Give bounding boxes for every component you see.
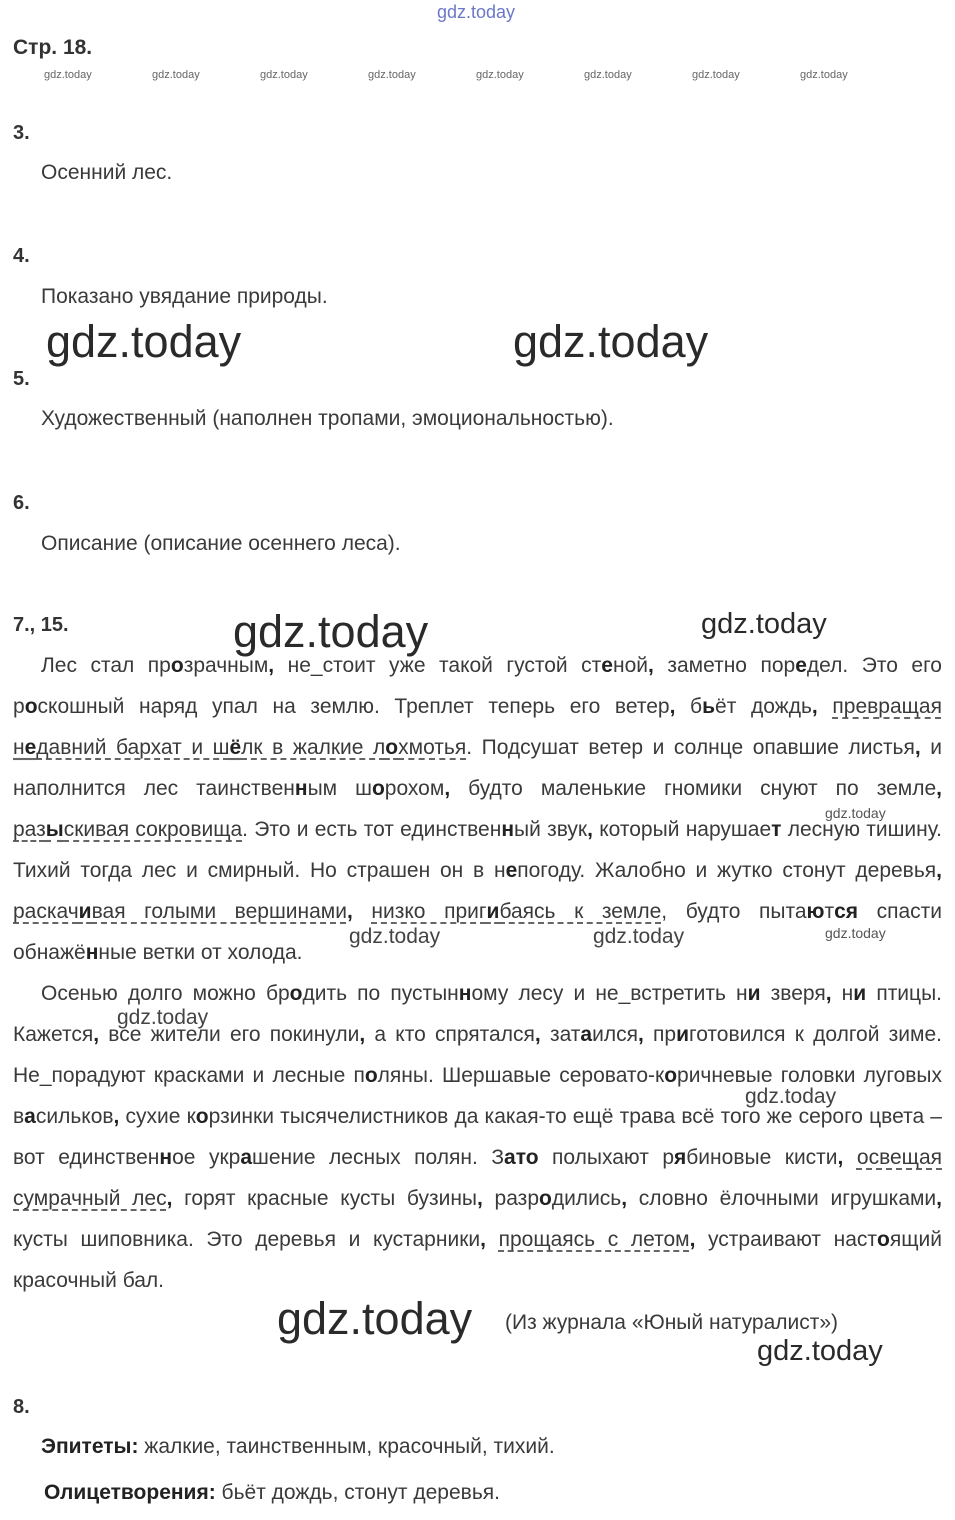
epithets-line bbox=[41, 1435, 555, 1459]
watermark-small: gdz.today bbox=[152, 69, 200, 81]
task-answer: Показано увядание природы. bbox=[41, 285, 328, 308]
personification-value: бьёт дождь, стонут деревья. bbox=[215, 1481, 500, 1504]
task-answer: Художественный (наполнен тропами, эмоциональностью). bbox=[41, 407, 614, 430]
main-text bbox=[13, 645, 942, 1301]
task-number: 3. bbox=[13, 122, 30, 144]
watermark-small: gdz.today bbox=[584, 69, 632, 81]
paragraph: Осенью долго можно бродить по пустынному лесу и не_встретить ни зверя, ни птицы. Кажется, все жители его покинули, а кто спрятался, затаился, приготовился к долгой зиме. Не_порадуют красками и лесные поляны. Шершавые серовато-коричневые головки луговых васильков, сухие корзинки тысячелистников да какая-то ещё трава всё того же серого цвета – вот единственное украшение лесных полян. Зато полыхают рябиновые кисти, освещая сумрачный лес, горят красные кусты бузины, разродились, словно ёлочными игрушками, кусты шиповника. Это деревья и кустарники, прощаясь с летом, устраивают настоящий красочный бал. bbox=[13, 982, 943, 1292]
watermark-small: gdz.today bbox=[44, 69, 92, 81]
watermark-large: gdz.today bbox=[233, 606, 429, 657]
task-number: 5. bbox=[13, 368, 30, 390]
epithets-label: Эпитеты: bbox=[41, 1435, 139, 1458]
page-title: Стр. 18. bbox=[13, 36, 93, 59]
watermark-large: gdz.today bbox=[513, 316, 709, 367]
watermark-medium: gdz.today bbox=[593, 925, 685, 948]
watermark-medium: gdz.today bbox=[757, 1335, 883, 1367]
task-number: 7., 15. bbox=[13, 614, 69, 636]
watermark-medium: gdz.today bbox=[349, 925, 441, 948]
watermark-medium: gdz.today bbox=[745, 1085, 837, 1108]
watermark-small: gdz.today bbox=[476, 69, 524, 81]
epithets-value: жалкие, таинственным, красочный, тихий. bbox=[138, 1435, 555, 1458]
text-source: (Из журнала «Юный натуралист») bbox=[505, 1311, 839, 1334]
watermark-medium: gdz.today bbox=[117, 1006, 209, 1029]
task-number: 6. bbox=[13, 492, 30, 514]
paragraph: Лес стал прозрачным, не_стоит уже такой густой стеной, заметно поредел. Это его роскошный наряд упал на землю. Треплет теперь его ветер, бьёт дождь, превращая недавний бархат и шёлк в жалкие лохмотья. Подсушат ветер и солнце опавшие листья, и наполнится лес таинственным шорохом, будто маленькие гномики снуют по земле, разыскивая сокровища. Это и есть тот единственный звук, который нарушает лесную тишину. Тихий тогда лес и смирный. Но страшен он в непогоду. Жалобно и жутко стонут деревья, раскачивая голыми вершинами, низко пригибаясь к земле, будто пытаются спасти обнажённые ветки от холода. bbox=[13, 654, 943, 964]
watermark-small: gdz.today bbox=[260, 69, 308, 81]
watermark-tiny: gdz.today bbox=[825, 925, 886, 941]
watermark-top: gdz.today bbox=[437, 2, 516, 22]
watermark-medium: gdz.today bbox=[701, 608, 827, 640]
watermark-large: gdz.today bbox=[46, 316, 242, 367]
watermark-small: gdz.today bbox=[692, 69, 740, 81]
task-answer: Описание (описание осеннего леса). bbox=[41, 532, 401, 555]
watermark-tiny: gdz.today bbox=[825, 805, 886, 821]
task-number: 8. bbox=[13, 1396, 30, 1418]
task-number: 4. bbox=[13, 245, 30, 267]
watermark-small: gdz.today bbox=[368, 69, 416, 81]
watermark-small: gdz.today bbox=[800, 69, 848, 81]
personification-label: Олицетворения: bbox=[44, 1481, 216, 1504]
watermark-large: gdz.today bbox=[277, 1293, 473, 1344]
personification-line bbox=[44, 1481, 500, 1505]
task-answer: Осенний лес. bbox=[41, 161, 173, 184]
